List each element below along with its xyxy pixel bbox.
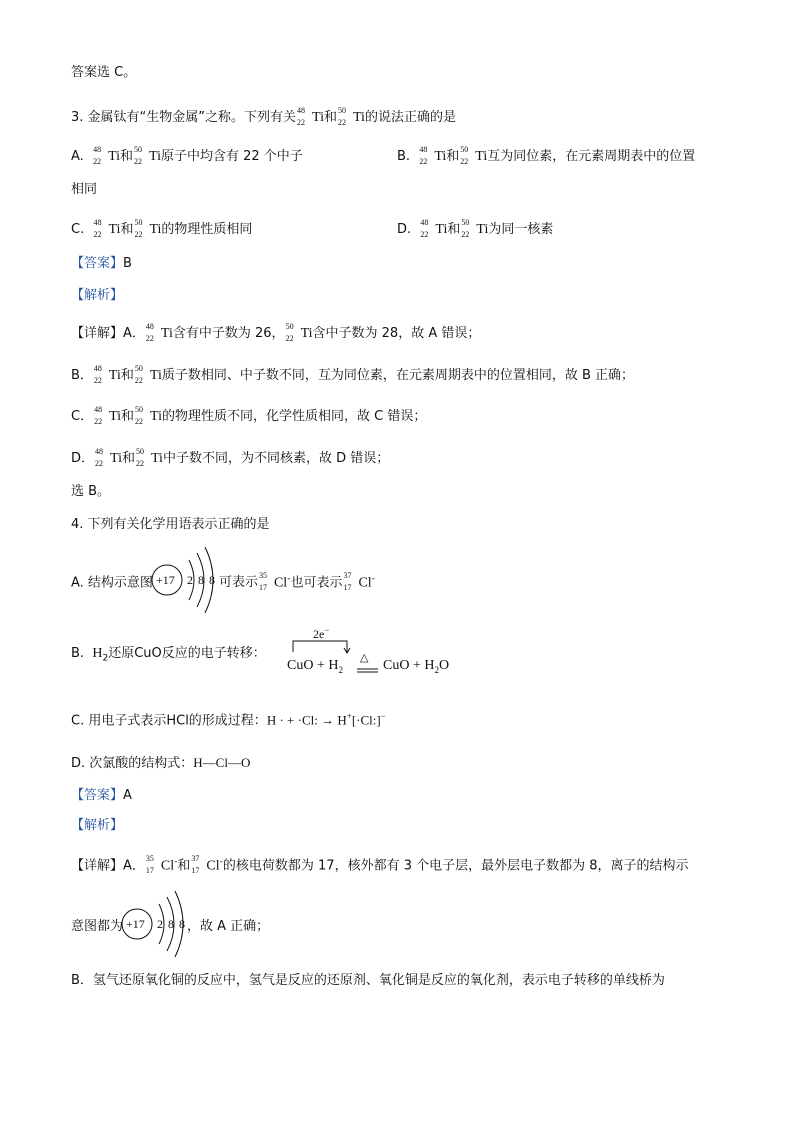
q4-answer: 【答案】A [71, 788, 132, 803]
q4-explain-a: 【详解】A． 35 17 Cl-和 37 17 Cl-的核电荷数都为 17，核外都有 3 个电子层，最外层电子数都为 8，离子的结构示 [71, 854, 689, 876]
q4-option-a: A. 结构示意图 +17 2 8 8 可表示 35 17 Cl-也可表示 37 17 Cl- [71, 570, 375, 592]
q4-option-c: C. 用电子式表示HCl的形成过程：H · + ·Cl: → H+[·Cl:]− [71, 711, 386, 729]
q4-explain-b: B．氢气还原氧化铜的反应中，氢气是反应的还原剂、氧化铜是反应的氧化剂，表示电子转移的单线桥为 [71, 973, 665, 988]
q3-explain-a: 【详解】A． 48 22 Ti含有中子数为 26， 50 22 Ti含中子数为 28，故 A 错误； [71, 322, 481, 343]
atom-structure-diagram: +17 2 8 8 [153, 571, 213, 589]
q4-option-d: D. 次氯酸的结构式：H—Cl—O [71, 755, 251, 771]
q3-answer: 【答案】B [71, 256, 132, 271]
q4-explain-a-cont: 意图都为 +17 2 8 8 ，故 A 正确； [71, 915, 269, 936]
q4-analysis-tag: 【解析】 [71, 818, 124, 833]
q3-option-c: C. 48 22 Ti和 50 22 Ti的物理性质相同 [71, 218, 253, 239]
q4-stem: 4. 下列有关化学用语表示正确的是 [71, 517, 270, 532]
answer-line: 答案选 C。 [71, 65, 137, 80]
electron-transfer-equation: 2e− △ CuO + $H_2$ CuO + $H_2O$ [287, 625, 450, 675]
q3-analysis-tag: 【解析】 [71, 288, 124, 303]
isotope-ti48: 48 22 [297, 106, 306, 127]
atom-structure-diagram-2: +17 2 8 8 [123, 915, 183, 933]
q3-stem: 3. 金属钛有“生物金属”之称。下列有关 48 22 Ti和 50 22 Ti的说法正确的是 [71, 106, 456, 127]
q3-option-b-cont: 相同 [71, 182, 98, 197]
q3-option-d: D. 48 22 Ti和 50 22 Ti为同一核素 [397, 218, 554, 239]
q3-explain-d: D． 48 22 Ti和 50 22 Ti中子数不同，为不同核素，故 D 错误； [71, 447, 390, 468]
q3-explain-c: C． 48 22 Ti和 50 22 Ti的物理性质不同，化学性质相同，故 C 错误； [71, 405, 427, 426]
isotope-ti50: 50 22 [337, 106, 346, 127]
q3-conclusion: 选 B。 [71, 484, 111, 499]
q3-explain-b: B． 48 22 Ti和 50 22 Ti质子数相同、中子数不同，互为同位素，在元素周期表中的位置相同，故 B 正确； [71, 364, 635, 385]
q3-option-a: A. 48 22 Ti和 50 22 Ti原子中均含有 22 个中子 [71, 145, 303, 166]
q4-option-b: B. $H_2$还原CuO反应的电子转移： [71, 646, 266, 664]
q3-option-b: B. 48 22 Ti和 50 22 Ti互为同位素，在元素周期表中的位置 [397, 145, 696, 166]
